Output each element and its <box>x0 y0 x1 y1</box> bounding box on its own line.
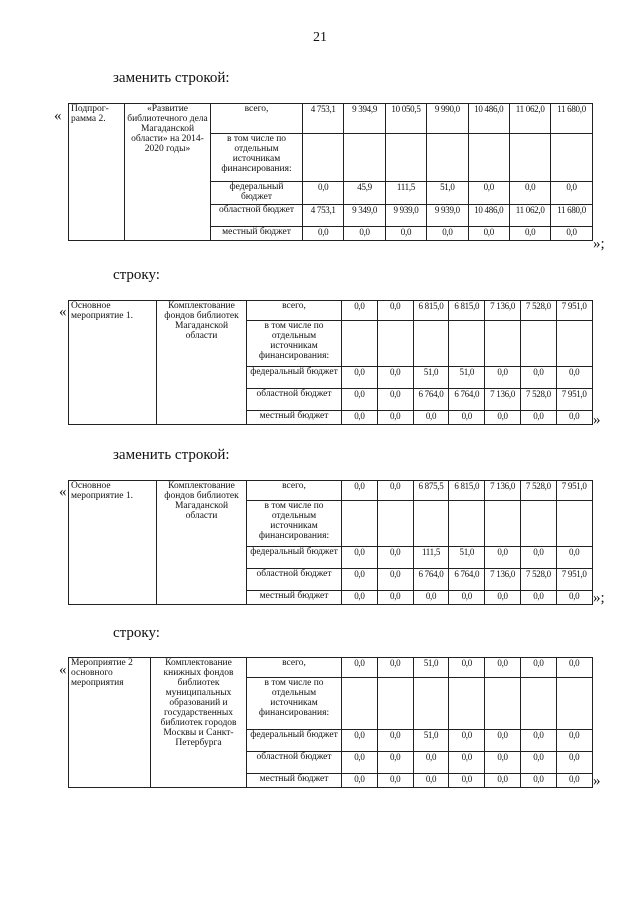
year-value-cell: 0,0 <box>413 411 449 425</box>
item-code-cell: Основное мероприятие 1. <box>69 481 157 605</box>
year-value-cell <box>342 678 378 730</box>
year-value-cell <box>520 501 556 547</box>
year-value-cell: 4 753,1 <box>303 104 344 134</box>
year-value-cell: 0,0 <box>556 591 592 605</box>
year-value-cell <box>485 678 521 730</box>
funding-source-label: федеральный бюджет <box>247 547 342 569</box>
item-title-cell: «Развитие библиотечного дела Магаданской области» на 2014-2020 годы» <box>125 104 211 241</box>
close-quote-1: »; <box>593 236 605 252</box>
item-title-cell: Комплектование книжных фондов библиотек муниципальных образований и государственных библиотек городов Москвы и Санкт-Петербурга <box>151 658 247 788</box>
heading-row-4: строку: <box>113 625 160 641</box>
year-value-cell: 0,0 <box>342 658 378 678</box>
year-value-cell <box>377 321 413 367</box>
year-value-cell: 0,0 <box>485 658 521 678</box>
year-value-cell: 0,0 <box>449 658 485 678</box>
year-value-cell <box>520 321 556 367</box>
year-value-cell: 6 764,0 <box>449 389 485 411</box>
year-value-cell: 0,0 <box>377 481 413 501</box>
year-value-cell: 0,0 <box>377 389 413 411</box>
year-value-cell: 0,0 <box>520 730 556 752</box>
table-block-1 <box>68 103 593 241</box>
year-value-cell: 0,0 <box>485 774 521 788</box>
year-value-cell: 51,0 <box>413 367 449 389</box>
year-value-cell <box>385 134 426 182</box>
heading-replace-2: заменить строкой: <box>113 447 230 463</box>
year-value-cell: 0,0 <box>377 301 413 321</box>
year-value-cell: 7 136,0 <box>485 481 521 501</box>
year-value-cell: 0,0 <box>377 411 413 425</box>
year-value-cell <box>509 134 550 182</box>
open-quote-2: « <box>59 304 67 320</box>
year-value-cell: 0,0 <box>551 226 592 240</box>
year-value-cell: 0,0 <box>520 411 556 425</box>
year-value-cell <box>468 134 509 182</box>
year-value-cell <box>556 321 592 367</box>
year-value-cell: 0,0 <box>556 411 592 425</box>
year-value-cell: 10 486,0 <box>468 104 509 134</box>
heading-replace-1: заменить строкой: <box>113 70 230 86</box>
year-value-cell <box>413 321 449 367</box>
year-value-cell: 6 815,0 <box>413 301 449 321</box>
year-value-cell: 9 939,0 <box>385 204 426 226</box>
year-value-cell: 0,0 <box>520 367 556 389</box>
year-value-cell <box>377 678 413 730</box>
year-value-cell <box>449 321 485 367</box>
year-value-cell: 0,0 <box>556 367 592 389</box>
year-value-cell: 7 951,0 <box>556 389 592 411</box>
year-value-cell: 6 764,0 <box>449 569 485 591</box>
year-value-cell: 7 951,0 <box>556 301 592 321</box>
year-value-cell: 0,0 <box>556 774 592 788</box>
year-value-cell: 0,0 <box>413 591 449 605</box>
year-value-cell <box>485 501 521 547</box>
table-row <box>69 481 593 501</box>
year-value-cell: 0,0 <box>556 752 592 774</box>
year-value-cell <box>377 501 413 547</box>
year-value-cell: 0,0 <box>520 774 556 788</box>
year-value-cell: 6 815,0 <box>449 481 485 501</box>
year-value-cell: 9 990,0 <box>427 104 468 134</box>
year-value-cell: 0,0 <box>377 367 413 389</box>
year-value-cell: 0,0 <box>551 182 592 205</box>
year-value-cell: 0,0 <box>556 730 592 752</box>
year-value-cell: 0,0 <box>449 752 485 774</box>
year-value-cell: 111,5 <box>385 182 426 205</box>
funding-source-label: областной бюджет <box>211 204 303 226</box>
funding-source-label: федеральный бюджет <box>247 730 342 752</box>
year-value-cell: 0,0 <box>342 411 378 425</box>
year-value-cell: 0,0 <box>427 226 468 240</box>
close-quote-4: » <box>593 773 601 789</box>
funding-source-label: местный бюджет <box>247 774 342 788</box>
funding-source-label: всего, <box>247 481 342 501</box>
year-value-cell <box>449 678 485 730</box>
close-quote-3: »; <box>593 590 605 606</box>
funding-source-label: областной бюджет <box>247 389 342 411</box>
year-value-cell: 0,0 <box>342 367 378 389</box>
year-value-cell: 0,0 <box>509 226 550 240</box>
year-value-cell: 0,0 <box>485 730 521 752</box>
year-value-cell: 0,0 <box>303 226 344 240</box>
item-code-cell: Мероприятие 2 основного мероприятия <box>69 658 151 788</box>
year-value-cell <box>485 321 521 367</box>
open-quote-1: « <box>54 108 62 124</box>
year-value-cell: 11 680,0 <box>551 104 592 134</box>
table-block-2 <box>68 300 593 425</box>
funding-source-label: в том числе по отдельным источникам финансирования: <box>247 678 342 730</box>
year-value-cell: 0,0 <box>520 658 556 678</box>
year-value-cell: 7 528,0 <box>520 389 556 411</box>
funding-source-label: в том числе по отдельным источникам финансирования: <box>247 321 342 367</box>
year-value-cell: 7 136,0 <box>485 569 521 591</box>
year-value-cell <box>427 134 468 182</box>
year-value-cell: 0,0 <box>449 730 485 752</box>
table-row <box>69 301 593 321</box>
page-number: 21 <box>313 30 327 45</box>
year-value-cell: 0,0 <box>342 569 378 591</box>
year-value-cell: 0,0 <box>342 547 378 569</box>
year-value-cell: 0,0 <box>342 752 378 774</box>
year-value-cell: 11 062,0 <box>509 104 550 134</box>
year-value-cell <box>344 134 385 182</box>
year-value-cell: 0,0 <box>377 569 413 591</box>
year-value-cell: 7 528,0 <box>520 569 556 591</box>
funding-source-label: всего, <box>247 301 342 321</box>
year-value-cell: 0,0 <box>342 774 378 788</box>
table-row <box>69 658 593 678</box>
open-quote-3: « <box>59 484 67 500</box>
year-value-cell: 0,0 <box>342 389 378 411</box>
year-value-cell: 9 939,0 <box>427 204 468 226</box>
year-value-cell: 111,5 <box>413 547 449 569</box>
open-quote-4: « <box>59 662 67 678</box>
year-value-cell: 0,0 <box>485 547 521 569</box>
year-value-cell: 11 062,0 <box>509 204 550 226</box>
year-value-cell: 7 136,0 <box>485 301 521 321</box>
year-value-cell: 0,0 <box>385 226 426 240</box>
item-title-cell: Комплектование фондов библиотек Магаданской области <box>157 301 247 425</box>
funding-source-label: всего, <box>211 104 303 134</box>
year-value-cell: 6 764,0 <box>413 569 449 591</box>
year-value-cell: 0,0 <box>377 591 413 605</box>
year-value-cell: 0,0 <box>377 774 413 788</box>
funding-source-label: в том числе по отдельным источникам финансирования: <box>247 501 342 547</box>
year-value-cell: 0,0 <box>342 730 378 752</box>
year-value-cell: 0,0 <box>449 774 485 788</box>
year-value-cell: 6 764,0 <box>413 389 449 411</box>
year-value-cell <box>303 134 344 182</box>
year-value-cell: 45,9 <box>344 182 385 205</box>
funding-source-label: местный бюджет <box>211 226 303 240</box>
year-value-cell: 7 528,0 <box>520 301 556 321</box>
year-value-cell: 0,0 <box>520 752 556 774</box>
year-value-cell: 51,0 <box>413 658 449 678</box>
table-block-4 <box>68 657 593 788</box>
funding-source-label: областной бюджет <box>247 569 342 591</box>
year-value-cell: 51,0 <box>413 730 449 752</box>
year-value-cell: 0,0 <box>413 774 449 788</box>
year-value-cell: 0,0 <box>342 591 378 605</box>
year-value-cell <box>413 678 449 730</box>
year-value-cell: 10 486,0 <box>468 204 509 226</box>
year-value-cell: 0,0 <box>342 301 378 321</box>
year-value-cell: 0,0 <box>556 658 592 678</box>
year-value-cell: 6 875,5 <box>413 481 449 501</box>
year-value-cell <box>342 501 378 547</box>
year-value-cell: 7 136,0 <box>485 389 521 411</box>
year-value-cell: 9 349,0 <box>344 204 385 226</box>
year-value-cell: 0,0 <box>485 591 521 605</box>
table-row <box>69 104 593 134</box>
heading-row-2: строку: <box>113 267 160 283</box>
year-value-cell: 0,0 <box>377 658 413 678</box>
year-value-cell: 51,0 <box>449 547 485 569</box>
year-value-cell: 0,0 <box>342 481 378 501</box>
funding-source-label: в том числе по отдельным источникам финансирования: <box>211 134 303 182</box>
year-value-cell: 6 815,0 <box>449 301 485 321</box>
year-value-cell: 10 050,5 <box>385 104 426 134</box>
funding-source-label: федеральный бюджет <box>247 367 342 389</box>
year-value-cell <box>413 501 449 547</box>
year-value-cell: 0,0 <box>485 367 521 389</box>
year-value-cell <box>556 501 592 547</box>
item-code-cell: Основное мероприятие 1. <box>69 301 157 425</box>
item-title-cell: Комплектование фондов библиотек Магаданской области <box>157 481 247 605</box>
year-value-cell <box>556 678 592 730</box>
year-value-cell: 51,0 <box>427 182 468 205</box>
funding-source-label: всего, <box>247 658 342 678</box>
year-value-cell: 0,0 <box>468 182 509 205</box>
year-value-cell: 51,0 <box>449 367 485 389</box>
funding-source-label: областной бюджет <box>247 752 342 774</box>
year-value-cell: 7 951,0 <box>556 481 592 501</box>
year-value-cell: 0,0 <box>413 752 449 774</box>
year-value-cell <box>342 321 378 367</box>
year-value-cell <box>520 678 556 730</box>
year-value-cell: 0,0 <box>520 591 556 605</box>
close-quote-2: » <box>593 412 601 428</box>
year-value-cell: 7 528,0 <box>520 481 556 501</box>
year-value-cell <box>449 501 485 547</box>
table-block-3 <box>68 480 593 605</box>
year-value-cell: 0,0 <box>377 752 413 774</box>
year-value-cell <box>551 134 592 182</box>
year-value-cell: 0,0 <box>556 547 592 569</box>
year-value-cell: 7 951,0 <box>556 569 592 591</box>
year-value-cell: 0,0 <box>377 730 413 752</box>
year-value-cell: 0,0 <box>303 182 344 205</box>
year-value-cell: 0,0 <box>509 182 550 205</box>
year-value-cell: 0,0 <box>520 547 556 569</box>
year-value-cell: 11 680,0 <box>551 204 592 226</box>
year-value-cell: 0,0 <box>468 226 509 240</box>
year-value-cell: 4 753,1 <box>303 204 344 226</box>
year-value-cell: 0,0 <box>485 411 521 425</box>
year-value-cell: 0,0 <box>449 411 485 425</box>
funding-source-label: местный бюджет <box>247 591 342 605</box>
year-value-cell: 0,0 <box>344 226 385 240</box>
funding-source-label: федеральный бюджет <box>211 182 303 205</box>
year-value-cell: 9 394,9 <box>344 104 385 134</box>
year-value-cell: 0,0 <box>485 752 521 774</box>
item-code-cell: Подпрог-рамма 2. <box>69 104 125 241</box>
funding-source-label: местный бюджет <box>247 411 342 425</box>
year-value-cell: 0,0 <box>449 591 485 605</box>
year-value-cell: 0,0 <box>377 547 413 569</box>
